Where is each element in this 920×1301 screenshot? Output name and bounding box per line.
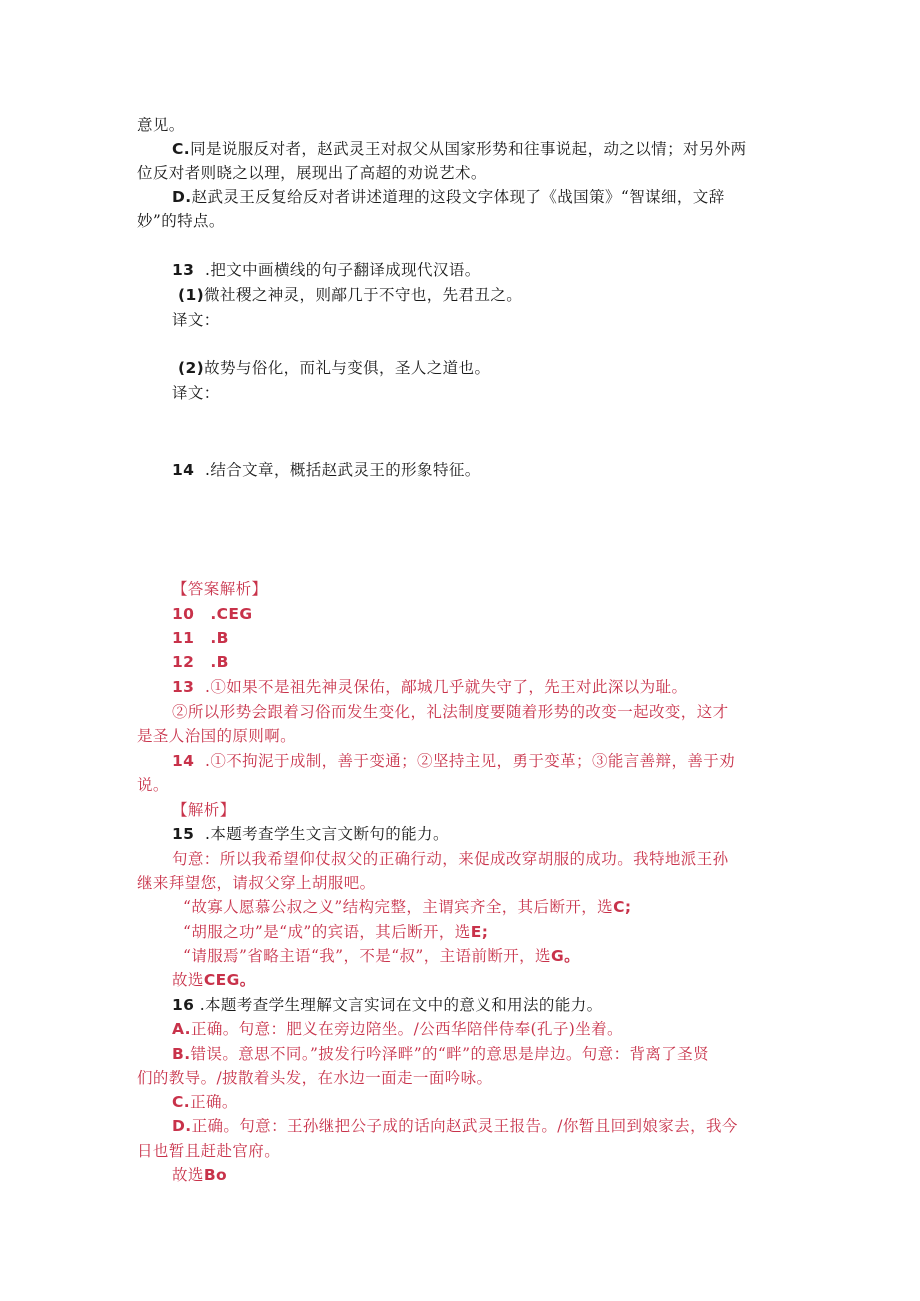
analysis-15-line-4	[183, 897, 631, 917]
option-label: D.	[172, 188, 192, 206]
analysis-16-final	[172, 1165, 227, 1185]
answer-14	[172, 751, 735, 771]
q13-part-1	[178, 285, 522, 305]
analysis-choice: C;	[613, 898, 632, 916]
analysis-number: 16	[172, 996, 195, 1014]
analysis-text: 故选	[172, 1166, 204, 1184]
answer-text: .①如果不是祖先神灵保佑，鄗城几乎就失守了，先王对此深以为耻。	[205, 678, 688, 696]
analysis-choice: Bo	[203, 1166, 228, 1184]
analysis-16-b	[172, 1044, 709, 1064]
analysis-choice: G。	[550, 947, 580, 965]
analysis-text: 正确。句意：王孙继把公子成的话向赵武灵王报告。/你暂且回到娘家去，我今	[191, 1117, 738, 1135]
answer-13	[172, 677, 687, 697]
analysis-15-final	[172, 970, 256, 990]
analysis-text: 正确。	[190, 1093, 238, 1111]
part-text: 故势与俗化，而礼与变俱，圣人之道也。	[204, 359, 491, 377]
analysis-15-line-5	[183, 922, 488, 942]
answer-text: .B	[210, 629, 229, 647]
analysis-16	[172, 995, 603, 1015]
answer-number: 10	[172, 605, 195, 623]
option-label: B.	[172, 1045, 191, 1063]
q13-answer-label-2: 译文：	[172, 384, 220, 402]
answer-number: 12	[172, 653, 195, 671]
analysis-text: 正确。句意：肥义在旁边陪坐。/公西华陪伴侍奉(孔子)坐着。	[190, 1020, 623, 1038]
question-text: .结合文章，概括赵武灵王的形象特征。	[205, 461, 481, 479]
option-d-line-2: 妙”的特点。	[137, 212, 225, 230]
analysis-16-d-line-2: 日也暂且赶赴官府。	[137, 1142, 281, 1160]
answer-text: .①不拘泥于成制，善于变通；②坚持主见，勇于变革；③能言善辩，善于劝	[205, 752, 736, 770]
question-number: 14	[172, 461, 195, 479]
analysis-16-a	[172, 1019, 623, 1039]
option-c-line-1	[172, 139, 747, 159]
answer-10	[172, 604, 253, 624]
question-14	[172, 460, 481, 480]
analysis-15-line-2: 句意：所以我希望仰仗叔父的正确行动，来促成改穿胡服的成功。我特地派王孙	[172, 850, 729, 868]
option-label: D.	[172, 1117, 192, 1135]
answer-text: .B	[210, 653, 229, 671]
answer-11	[172, 628, 229, 648]
option-label: A.	[172, 1020, 191, 1038]
answer-12	[172, 652, 229, 672]
analysis-16-b-line-2: 们的教导。/披散着头发，在水边一面走一面吟咏。	[137, 1069, 493, 1087]
answers-header: 【答案解析】	[172, 580, 268, 598]
part-number: (2)	[178, 359, 205, 377]
option-c-line-2: 位反对者则晓之以理，展现出了高超的劝说艺术。	[137, 164, 487, 182]
question-line: 意见。	[137, 116, 185, 134]
answer-number: 14	[172, 752, 195, 770]
analysis-text: 故选	[172, 971, 204, 989]
q13-answer-label-1: 译文：	[172, 311, 220, 329]
option-label: C.	[172, 1093, 191, 1111]
option-text: 同是说服反对者，赵武灵王对叔父从国家形势和往事说起，动之以情；对另外两	[190, 140, 747, 158]
analysis-number: 15	[172, 825, 195, 843]
analysis-15-line-3: 继来拜望您，请叔父穿上胡服吧。	[137, 874, 376, 892]
answer-text: .CEG	[210, 605, 253, 623]
part-text: 微社稷之神灵，则鄗几于不守也，先君丑之。	[204, 286, 523, 304]
part-number: (1)	[178, 286, 205, 304]
answer-number: 11	[172, 629, 195, 647]
q13-part-2	[178, 358, 490, 378]
analysis-header: 【解析】	[172, 801, 236, 819]
analysis-text: “胡服之功”是“成”的宾语，其后断开，选	[183, 923, 471, 941]
question-text: .把文中画横线的句子翻译成现代汉语。	[205, 261, 481, 279]
analysis-16-c	[172, 1092, 238, 1112]
question-number: 13	[172, 261, 195, 279]
answer-14-line-2: 说。	[137, 776, 169, 794]
analysis-choice: CEG。	[203, 971, 256, 989]
answer-13-line-2: ②所以形势会跟着习俗而发生变化，礼法制度要随着形势的改变一起改变，这才	[172, 703, 729, 721]
answer-13-line-3: 是圣人治国的原则啊。	[137, 727, 297, 745]
question-13	[172, 260, 481, 280]
analysis-choice: E;	[470, 923, 489, 941]
analysis-text: “请服焉”省略主语“我”，不是“叔”，主语前断开，选	[183, 947, 551, 965]
analysis-text: .本题考查学生文言文断句的能力。	[205, 825, 449, 843]
option-label: C.	[172, 140, 191, 158]
answer-number: 13	[172, 678, 195, 696]
analysis-16-d	[172, 1116, 738, 1136]
option-text: 赵武灵王反复给反对者讲述道理的这段文字体现了《战国策》“智谋细，文辞	[191, 188, 725, 206]
option-d-line-1	[172, 187, 725, 207]
analysis-text: .本题考查学生理解文言实词在文中的意义和用法的能力。	[199, 996, 603, 1014]
analysis-text: 错误。意思不同。”披发行吟泽畔”的“畔”的意思是岸边。句意：背离了圣贤	[190, 1045, 709, 1063]
analysis-text: “故寡人愿慕公叔之义”结构完整，主谓宾齐全，其后断开，选	[183, 898, 614, 916]
analysis-15	[172, 824, 449, 844]
analysis-15-line-6	[183, 946, 580, 966]
